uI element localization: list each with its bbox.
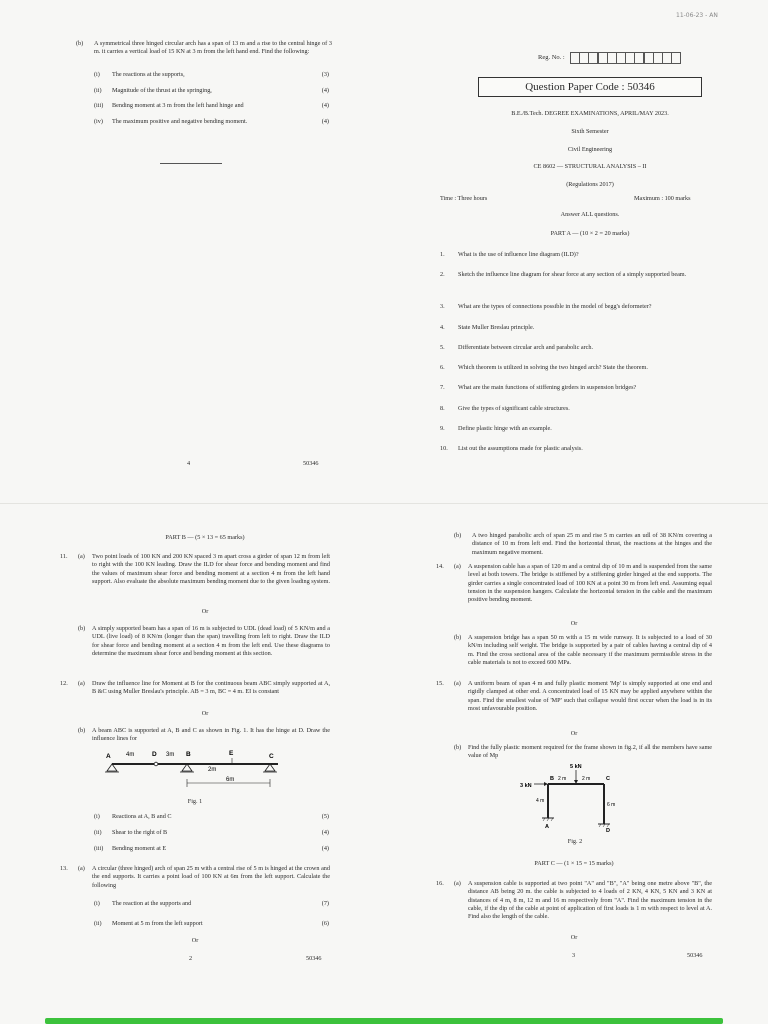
fig1-label-b: B [186, 751, 191, 758]
paper-code-footer-3: 50346 [687, 952, 703, 959]
question-12b: (b) A beam ABC is supported at A, B and C as shown in Fig. 1. It has the hinge at D. Draw the influence lines for [78, 727, 330, 743]
fig1-label-e: E [229, 750, 234, 757]
branch: Civil Engineering [567, 146, 613, 153]
part-a-title: PART A — (10 × 2 = 20 marks) [550, 230, 630, 237]
question-6: 6. Which theorem is utilized in solving the two hinged arch? State the theorem. [440, 364, 648, 371]
exam-title: B.E./B.Tech. DEGREE EXAMINATIONS, APRIL/MAY 2023. [511, 110, 669, 117]
reg-no [538, 52, 681, 64]
fig2-dim-6m: 6 m [607, 802, 616, 808]
fig2-dim-2m-right: 2 m [582, 776, 591, 782]
question-9: 9. Define plastic hinge with an example. [440, 425, 552, 432]
or-13: Or [191, 937, 199, 944]
q13b-item-3: (iii) Bending moment at 3 m from the left hand hinge and (4) [94, 102, 329, 109]
bottom-green-bar [45, 1018, 723, 1024]
question-1: 1. What is the use of influence line diagram (ILD)? [440, 251, 579, 258]
fig2-dim-2m-left: 2 m [558, 776, 567, 782]
question-3: 3. What are the types of connections possible in the model of begg's deformeter? [440, 303, 652, 310]
part-c-title: PART C — (1 × 15 = 15 marks) [534, 860, 614, 867]
fig1-dim-2m: 2m [208, 767, 217, 773]
question-4: 4. State Muller Breslau principle. [440, 324, 535, 331]
subject: CE 8602 — STRUCTURAL ANALYSIS – II [533, 163, 647, 170]
page-number-4: 4 [187, 460, 191, 467]
fig2-label-a: A [545, 824, 549, 830]
or-15: Or [570, 730, 578, 737]
fig1-label-d: D [152, 751, 157, 758]
fig2-load-3kn: 3 kN [520, 783, 532, 789]
question-paper-code: Question Paper Code : 50346 [478, 77, 702, 97]
paper-code-footer-4: 50346 [303, 460, 319, 467]
question-13b: (b) A symmetrical three hinged circular arch has a span of 13 m and a rise to the central hinge of 3 m. it carries a vertical load of 15 KN at 3 m from the left hand end. Find the following: [76, 40, 332, 56]
fig1-label-c: C [269, 753, 274, 760]
fig2-label-b: B [550, 776, 554, 782]
or-12: Or [201, 710, 209, 717]
fig1-dim-6m: 6m [226, 777, 235, 783]
fig2-caption: Fig. 2 [567, 838, 583, 845]
figure-2-frame [520, 762, 630, 834]
question-12a: 12. (a) Draw the influence line for Moment at B for the continuous beam ABC simply supported at A, B &C using Muller Breslau's principle. AB = 3 m, BC = 4 m. EI is constant [60, 680, 330, 696]
fig1-label-a: A [106, 753, 111, 760]
q13b-item-2: (ii) Magnitude of the thrust at the springing, (4) [94, 87, 329, 94]
end-rule [160, 163, 222, 164]
fig2-dim-4m: 4 m [536, 798, 545, 804]
question-11b: (b) A simply supported beam has a span of 16 m is subjected to UDL (dead load) of 5 KN/m and a UDL (live load) of 8 KN/m (longer than the span) travelling from left to right. Draw the ILD for shear force and bending moment at a section 4 m from the left end. Use these diagrams to determine the maximum shear force and bending moment at this section. [78, 625, 330, 658]
question-2: 2. Sketch the influence line diagram for shear force at any section of a simply supported beam. [440, 271, 687, 278]
fig1-caption: Fig. 1 [187, 798, 203, 805]
q13a-item-2: (ii) Moment at 5 m from the left support (6) [94, 920, 329, 927]
reg-no-label: Reg. No. : [538, 53, 565, 61]
q13b-item-4: (iv) The maximum positive and negative bending moment. (4) [94, 118, 329, 125]
page-number-3: 3 [572, 952, 576, 959]
question-13a: 13. (a) A circular (three hinged) arch of span 25 m with a central rise of 5 m is hinged at the crown and the end supports. It carries a point load of 100 KN at 6m from the left support. Calculate the following [60, 865, 330, 889]
handwritten-date-note: 11-06-23 - AN [676, 12, 718, 19]
q12b-item-2: (ii) Shear to the right of B (4) [94, 829, 329, 836]
question-10: 10. List out the assumptions made for plastic analysis. [440, 445, 583, 452]
regulation: (Regulations 2017) [566, 181, 614, 188]
q12b-item-1: (i) Reactions at A, B and C (5) [94, 813, 329, 820]
reg-no-boxes [571, 52, 681, 64]
or-16: Or [570, 934, 578, 941]
part-b-title: PART B — (5 × 13 = 65 marks) [165, 534, 245, 541]
question-8: 8. Give the types of significant cable structures. [440, 405, 570, 412]
fig2-label-d: D [606, 828, 610, 834]
q12b-item-3: (iii) Bending moment at E (4) [94, 845, 329, 852]
fig1-dim-3m: 3m [166, 752, 175, 758]
question-15a: 15. (a) A uniform beam of span 4 m and fully plastic moment 'Mp' is simply supported at one end and rigidly clamped at other end. A concentrated load of 15 KN may be applied anywhere within the span. Find the smallest value of 'MP' such that collapse would first occur when the load is in its most unfavourable position. [436, 680, 712, 713]
or-14: Or [570, 620, 578, 627]
fig2-label-c: C [606, 776, 610, 782]
question-13b-two-hinged: (b) A two hinged parabolic arch of span 25 m and rise 5 m carries an udl of 38 KN/m covering a distance of 10 m from left end. Find the horizontal thrust, the reactions at the hinges and the maximum negative moment. [454, 532, 712, 556]
question-14b: (b) A suspension bridge has a span 50 m with a 15 m wide runway. It is subjected to a load of 30 kN/m including self weight. The bridge is supported by a pair of cables having a central dip of 4 m. Find the cross sectional area of the cable necessary if the maximum permissible stress in the cable materials is not to exceed 600 MPa. [454, 634, 712, 667]
q13a-item-1: (i) The reaction at the supports and (7) [94, 900, 329, 907]
fig2-load-5kn: 5 kN [570, 764, 582, 770]
paper-code-footer-2: 50346 [306, 955, 322, 962]
question-5: 5. Differentiate between circular arch and parabolic arch. [440, 344, 594, 351]
question-15b: (b) Find the fully plastic moment required for the frame shown in fig.2, if all the members have same value of Mp [454, 744, 712, 760]
question-7: 7. What are the main functions of stiffening girders in suspension bridges? [440, 384, 637, 391]
question-16a: 16. (a) A suspension cable is supported at two point "A" and "B", "A" being one metre above "B", the distance AB being 20 m. the cable is subjected to 4 loads of 2 KN, 4 KN, 5 KN and 3 KN at distances of 4 m, 8 m, 12 m and 16 m respectively from "A". Find the maximum tension in the cable, if the dip of the cable at point of application of first loads is 1 m with respect to level at A. Find also the length of the cable. [436, 880, 712, 921]
page-divider [0, 503, 768, 504]
semester: Sixth Semester [571, 128, 609, 135]
or-11: Or [201, 608, 209, 615]
page-number-2: 2 [189, 955, 193, 962]
figure-1-beam [100, 744, 290, 794]
question-14a: 14. (a) A suspension cable has a span of 120 m and a central dip of 10 m and is suspended from the same level at both towers. The bridge is stiffened by a stiffening girder hinged at the end supports. The girder carries a single concentrated load of 100 KN at a point 30 m from left end. Assuming equal tension in the suspension hangers. Calculate the horizontal tension in the cable and the maximum positive bending moment. [436, 563, 712, 604]
fig1-dim-4m: 4m [126, 752, 135, 758]
time: Time : Three hours [440, 195, 488, 202]
question-11a: 11. (a) Two point loads of 100 KN and 200 KN spaced 3 m apart cross a girder of span 12 m from left to right with the 100 KN leading. Draw the ILD for shear force and bending moment and find the values of maximum shear force and bending moment at a section 4 m from the left hand support. Also evaluate the absolute maximum bending moment due to the given loading system. [60, 553, 331, 586]
max-marks: Maximum : 100 marks [634, 195, 691, 202]
instruction: Answer ALL questions. [560, 211, 620, 218]
q13b-item-1: (i) The reactions at the supports, (3) [94, 71, 329, 78]
